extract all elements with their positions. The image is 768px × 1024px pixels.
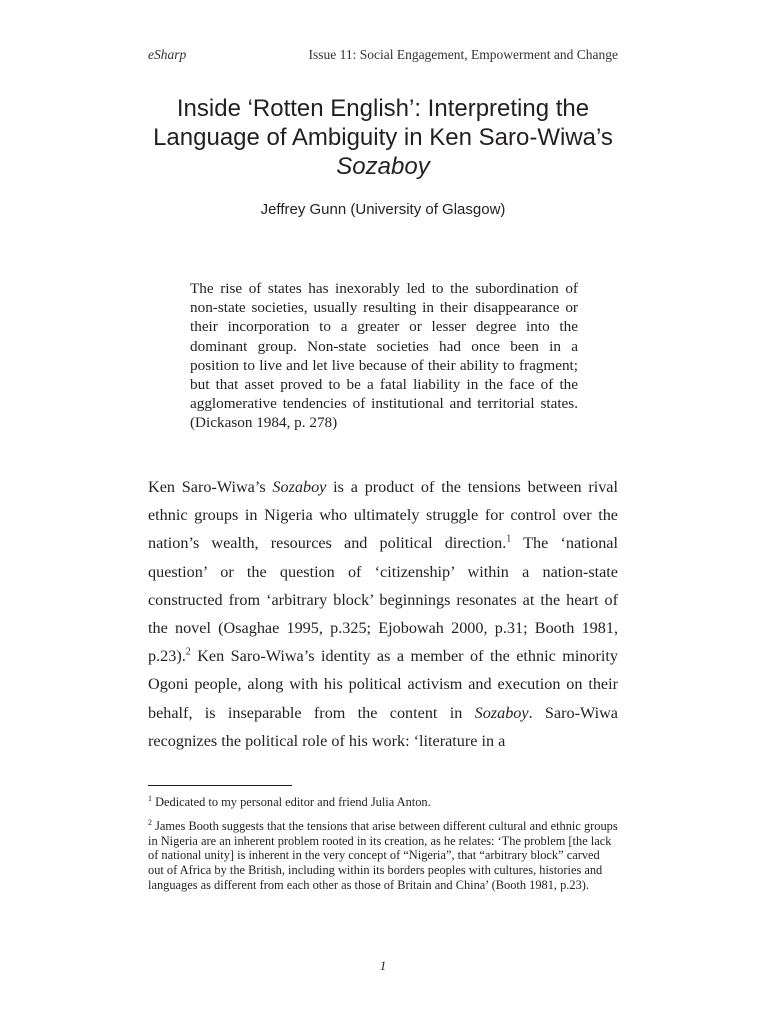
issue-title: Issue 11: Social Engagement, Empowerment and Change xyxy=(308,47,618,62)
title-main: Inside ‘Rotten English’: Interpreting the Language of Ambiguity in Ken Saro-Wiwa’s xyxy=(153,95,613,151)
author-line: Jeffrey Gunn (University of Glasgow) xyxy=(260,201,506,218)
page-number: 1 xyxy=(379,958,387,973)
body-text-1: Ken Saro-Wiwa’s xyxy=(148,478,273,496)
body-text-3: The ‘national question’ or the question of ‘citizenship’ within a nation-state constructed from ‘arbitrary block’ beginnings resonates at the heart of the novel (Osaghae 1995, p.325; Ejobowah 2000, p.31; Booth 1981, p.23). xyxy=(148,534,618,666)
footnote-2 xyxy=(148,819,618,893)
body-text-2: is a product of the tensions between rival ethnic groups in Nigeria who ultimately struggle for control over the nation’s wealth, resources and political direction. xyxy=(148,478,618,553)
footnote-1 xyxy=(148,795,618,810)
footnotes xyxy=(148,795,618,902)
epigraph-quote: The rise of states has inexorably led to the subordination of non-state societies, usually resulting in their disappearance or their incorporation to a greater or lesser degree into the dominant group. Non-state societies had once been in a position to live and let live because of their ability to fragment; but that asset proved to be a fatal liability in the face of the agglomerative tendencies of institutional and territorial states. (Dickason 1984, p. 278) xyxy=(190,280,578,432)
title-work: Sozaboy xyxy=(336,153,430,180)
journal-name: eSharp xyxy=(148,47,187,62)
footnote-ref-1[interactable]: 1 xyxy=(506,534,512,546)
footnote-divider xyxy=(148,785,292,786)
body-title-ref-1: Sozaboy xyxy=(272,478,327,496)
footnote-text-2: James Booth suggests that the tensions that arise between different cultural and ethnic groups in Nigeria are an inherent problem rooted in its creation, as he relates: ‘The problem [the lack of national unity] is inherent in the very concept of “Nigeria”, that “arbitrary block” carved out of Africa by the British, including within its borders peoples with cultures, histories and languages as different from each other as those of Britain and China’ (Booth 1981, p.23). xyxy=(148,818,618,892)
body-paragraph xyxy=(148,473,618,755)
running-header xyxy=(148,47,618,67)
body-text-4: Ken Saro-Wiwa’s identity as a member of the ethnic minority Ogoni people, along with his political activism and execution on their behalf, is inseparable from the content in xyxy=(148,647,618,722)
body-title-ref-2: Sozaboy xyxy=(474,703,529,722)
footnote-mark-1: 1 xyxy=(148,793,152,803)
article-title xyxy=(148,94,618,181)
footnote-ref-2[interactable]: 2 xyxy=(185,646,191,658)
body-text-5: . Saro-Wiwa recognizes the political role of his work: ‘literature in a xyxy=(148,703,618,750)
footnote-mark-2: 2 xyxy=(148,817,152,827)
footnote-text-1: Dedicated to my personal editor and friend Julia Anton. xyxy=(152,795,431,809)
